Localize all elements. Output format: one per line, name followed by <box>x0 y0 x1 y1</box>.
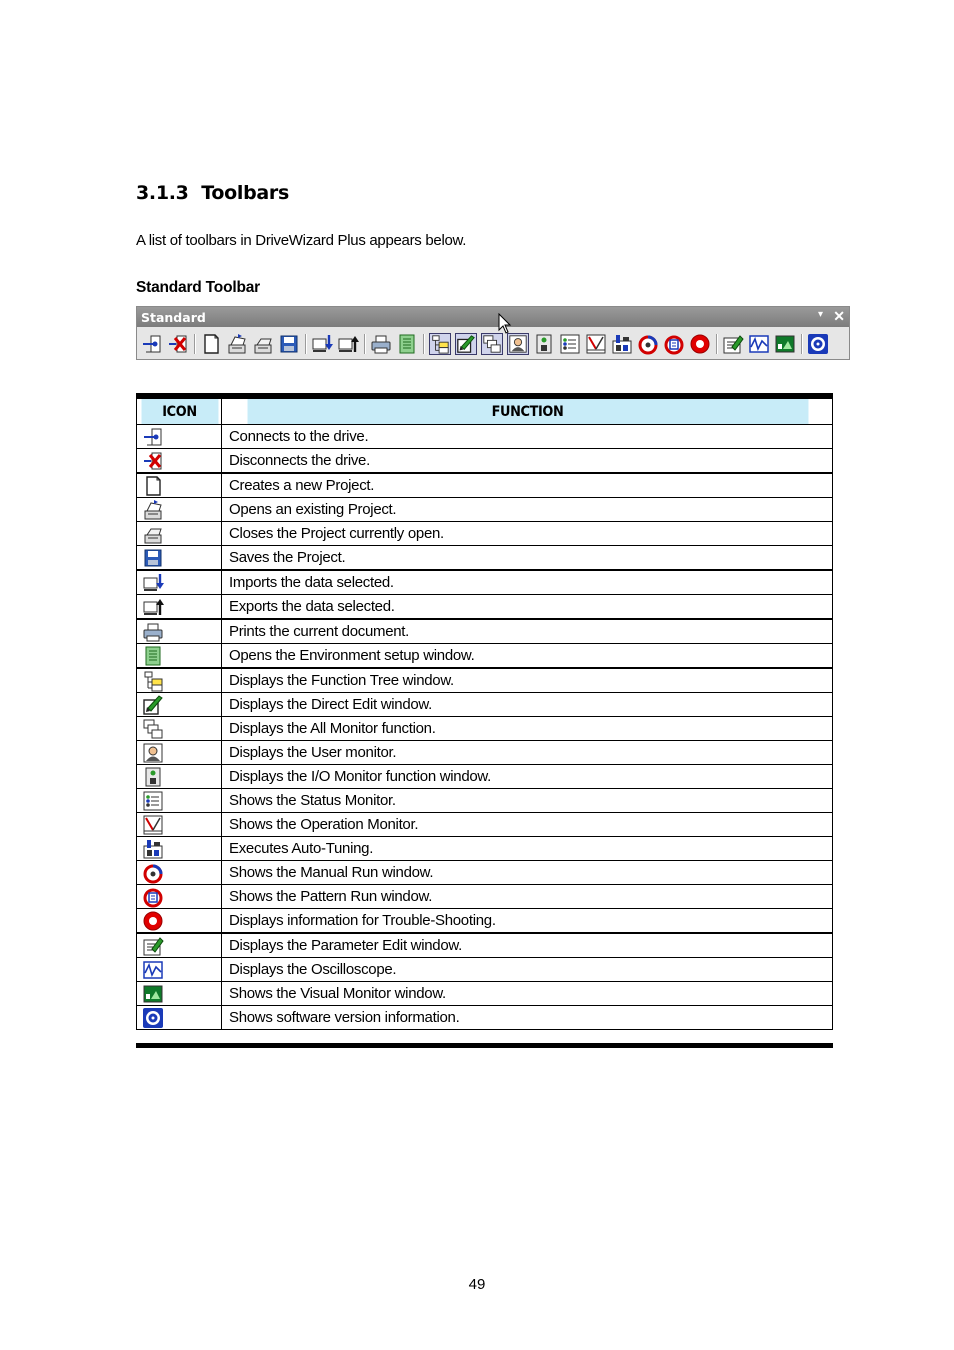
section-heading <box>136 182 289 204</box>
import-icon <box>142 572 164 594</box>
header-function: FUNCTION <box>246 399 808 425</box>
icon-cell <box>137 765 222 789</box>
toolbar-button-pattern-run <box>663 333 685 355</box>
icon-box <box>142 596 164 618</box>
direct-edit-icon <box>456 333 476 355</box>
toolbar-button-direct-edit <box>455 333 477 355</box>
icon-cell <box>137 885 222 909</box>
toolbar-button-environment <box>396 333 418 355</box>
function-cell: Prints the current document. <box>222 619 833 644</box>
toolbar-button-oscilloscope <box>748 333 770 355</box>
user-monitor-icon <box>508 333 528 355</box>
new-project-icon <box>200 333 222 355</box>
toolbar-button-manual-run <box>637 333 659 355</box>
icon-box <box>142 862 164 884</box>
all-monitor-icon <box>142 718 164 740</box>
function-cell: Connects to the drive. <box>222 425 833 449</box>
function-cell: Shows the Operation Monitor. <box>222 813 833 837</box>
auto-tuning-icon <box>611 333 633 355</box>
toolbar-button-status-monitor <box>559 333 581 355</box>
table-row <box>137 693 833 717</box>
toolbar-button-disconnect <box>167 333 189 355</box>
manual-run-icon <box>142 862 164 884</box>
intro-paragraph: A list of toolbars in DriveWizard Plus appears below. <box>136 232 467 249</box>
toolbar-button-new-project <box>200 333 222 355</box>
toolbar-button-print <box>370 333 392 355</box>
function-tree-icon <box>430 333 450 355</box>
visual-monitor-icon <box>774 333 796 355</box>
icon-box <box>142 742 164 764</box>
icon-cell <box>137 717 222 741</box>
status-monitor-icon <box>142 790 164 812</box>
print-icon <box>370 333 392 355</box>
icon-box <box>142 645 164 667</box>
table-row <box>137 982 833 1006</box>
table-row <box>137 813 833 837</box>
mouse-cursor-icon <box>498 313 512 335</box>
function-tree-icon <box>142 670 164 692</box>
table-row <box>137 958 833 982</box>
icon-box <box>142 814 164 836</box>
function-cell: Shows the Manual Run window. <box>222 861 833 885</box>
icon-box <box>142 523 164 545</box>
toolbar-button-version-info <box>807 333 829 355</box>
icon-cell <box>137 498 222 522</box>
icon-cell <box>137 668 222 693</box>
io-monitor-icon <box>142 766 164 788</box>
icon-box <box>142 572 164 594</box>
icon-box <box>142 766 164 788</box>
toolbar-button-visual-monitor <box>774 333 796 355</box>
table-row <box>137 885 833 909</box>
disconnect-icon <box>142 450 164 472</box>
function-cell: Displays the User monitor. <box>222 741 833 765</box>
table-row <box>137 668 833 693</box>
save-project-icon <box>142 547 164 569</box>
toolbar-function-table <box>136 398 833 1030</box>
export-icon <box>142 596 164 618</box>
icon-box <box>142 718 164 740</box>
table-row <box>137 837 833 861</box>
icon-cell <box>137 619 222 644</box>
open-project-icon <box>226 333 248 355</box>
icon-box <box>142 886 164 908</box>
disconnect-icon <box>167 333 189 355</box>
print-icon <box>142 621 164 643</box>
toolbar-separator <box>716 334 717 354</box>
pattern-run-icon <box>142 886 164 908</box>
icon-cell <box>137 861 222 885</box>
icon-cell <box>137 570 222 595</box>
table-row <box>137 1006 833 1030</box>
function-cell: Saves the Project. <box>222 546 833 571</box>
toolbar-title: Standard <box>141 310 206 325</box>
parameter-edit-icon <box>142 935 164 957</box>
table-row <box>137 449 833 474</box>
toolbar-button-export <box>337 333 359 355</box>
parameter-edit-icon <box>722 333 744 355</box>
close-project-icon <box>252 333 274 355</box>
icon-box <box>142 694 164 716</box>
function-cell: Disconnects the drive. <box>222 449 833 474</box>
trouble-shooting-icon <box>142 910 164 932</box>
toolbar-separator <box>194 334 195 354</box>
trouble-shooting-icon <box>689 333 711 355</box>
icon-cell <box>137 933 222 958</box>
icon-cell <box>137 693 222 717</box>
function-cell: Opens an existing Project. <box>222 498 833 522</box>
status-monitor-icon <box>559 333 581 355</box>
toolbar-separator <box>364 334 365 354</box>
toolbar-button-import <box>311 333 333 355</box>
icon-cell <box>137 1006 222 1030</box>
icon-cell <box>137 522 222 546</box>
function-cell: Displays the All Monitor function. <box>222 717 833 741</box>
table-row <box>137 861 833 885</box>
function-cell: Executes Auto-Tuning. <box>222 837 833 861</box>
function-cell: Exports the data selected. <box>222 595 833 620</box>
function-cell: Displays the Parameter Edit window. <box>222 933 833 958</box>
section-title: Toolbars <box>201 182 290 204</box>
toolbar-button-trouble-shooting <box>689 333 711 355</box>
all-monitor-icon <box>482 333 502 355</box>
operation-monitor-icon <box>142 814 164 836</box>
icon-box <box>142 935 164 957</box>
header-icon: ICON <box>140 399 218 425</box>
function-cell: Displays the Oscilloscope. <box>222 958 833 982</box>
icon-box <box>142 983 164 1005</box>
function-cell: Closes the Project currently open. <box>222 522 833 546</box>
icon-cell <box>137 789 222 813</box>
visual-monitor-icon <box>142 983 164 1005</box>
table-body <box>137 425 833 1030</box>
icon-box <box>142 621 164 643</box>
environment-icon <box>396 333 418 355</box>
connect-icon <box>142 426 164 448</box>
icon-box <box>142 910 164 932</box>
toolbar-separator <box>801 334 802 354</box>
function-cell: Shows the Status Monitor. <box>222 789 833 813</box>
close-project-icon <box>142 523 164 545</box>
icon-cell <box>137 644 222 669</box>
toolbar-button-user-monitor <box>507 333 529 355</box>
version-info-icon <box>807 333 829 355</box>
manual-run-icon <box>637 333 659 355</box>
chevron-down-icon: ▾ <box>817 309 823 320</box>
toolbar-separator <box>423 334 424 354</box>
table-row <box>137 498 833 522</box>
close-icon: ✕ <box>833 308 845 324</box>
table-row <box>137 933 833 958</box>
toolbar-button-all-monitor <box>481 333 503 355</box>
toolbar-title-bar <box>137 307 849 327</box>
new-project-icon <box>142 475 164 497</box>
toolbar-button-save-project <box>278 333 300 355</box>
icon-box <box>142 547 164 569</box>
icon-cell <box>137 813 222 837</box>
open-project-icon <box>142 499 164 521</box>
icon-box <box>142 670 164 692</box>
operation-monitor-icon <box>585 333 607 355</box>
table-row <box>137 619 833 644</box>
toolbar-button-io-monitor <box>533 333 555 355</box>
table-row <box>137 644 833 669</box>
toolbar-button-operation-monitor <box>585 333 607 355</box>
icon-box <box>142 499 164 521</box>
page-number: 49 <box>468 1276 486 1293</box>
toolbar-separator <box>305 334 306 354</box>
oscilloscope-icon <box>748 333 770 355</box>
toolbar-button-open-project <box>226 333 248 355</box>
icon-cell <box>137 425 222 449</box>
icon-cell <box>137 449 222 474</box>
standard-toolbar-screenshot <box>136 306 850 360</box>
toolbar-button-auto-tuning <box>611 333 633 355</box>
environment-icon <box>142 645 164 667</box>
table-row <box>137 741 833 765</box>
table-row <box>137 595 833 620</box>
icon-box <box>142 790 164 812</box>
auto-tuning-icon <box>142 838 164 860</box>
table-row <box>137 473 833 498</box>
toolbar-button-close-project <box>252 333 274 355</box>
function-cell: Displays information for Trouble-Shooting. <box>222 909 833 934</box>
import-icon <box>311 333 333 355</box>
pattern-run-icon <box>663 333 685 355</box>
subheading-standard-toolbar: Standard Toolbar <box>136 279 260 296</box>
function-cell: Shows the Pattern Run window. <box>222 885 833 909</box>
table-row <box>137 909 833 934</box>
oscilloscope-icon <box>142 959 164 981</box>
version-info-icon <box>142 1007 164 1029</box>
table-row <box>137 765 833 789</box>
table-row <box>137 717 833 741</box>
toolbar-buttons <box>141 331 833 357</box>
icon-cell <box>137 958 222 982</box>
toolbar-button-function-tree <box>429 333 451 355</box>
function-cell: Shows the Visual Monitor window. <box>222 982 833 1006</box>
table-row <box>137 546 833 571</box>
table-bottom-rule <box>136 1043 833 1048</box>
table-row <box>137 570 833 595</box>
icon-cell <box>137 595 222 620</box>
direct-edit-icon <box>142 694 164 716</box>
section-number: 3.1.3 <box>136 182 189 204</box>
export-icon <box>337 333 359 355</box>
table-row <box>137 789 833 813</box>
connect-icon <box>141 333 163 355</box>
icon-box <box>142 838 164 860</box>
icon-cell <box>137 546 222 571</box>
function-cell: Displays the Function Tree window. <box>222 668 833 693</box>
icon-box <box>142 475 164 497</box>
function-cell: Imports the data selected. <box>222 570 833 595</box>
icon-box <box>142 959 164 981</box>
table-row <box>137 425 833 449</box>
icon-box <box>142 450 164 472</box>
user-monitor-icon <box>142 742 164 764</box>
io-monitor-icon <box>533 333 555 355</box>
table-row <box>137 522 833 546</box>
save-project-icon <box>278 333 300 355</box>
icon-cell <box>137 837 222 861</box>
function-cell: Opens the Environment setup window. <box>222 644 833 669</box>
function-cell: Displays the I/O Monitor function window. <box>222 765 833 789</box>
icon-cell <box>137 982 222 1006</box>
icon-cell <box>137 473 222 498</box>
table-header-row <box>137 399 833 425</box>
function-cell: Creates a new Project. <box>222 473 833 498</box>
toolbar-button-parameter-edit <box>722 333 744 355</box>
icon-box <box>142 1007 164 1029</box>
icon-cell <box>137 909 222 934</box>
function-cell: Shows software version information. <box>222 1006 833 1030</box>
icon-cell <box>137 741 222 765</box>
toolbar-button-connect <box>141 333 163 355</box>
icon-box <box>142 426 164 448</box>
function-cell: Displays the Direct Edit window. <box>222 693 833 717</box>
